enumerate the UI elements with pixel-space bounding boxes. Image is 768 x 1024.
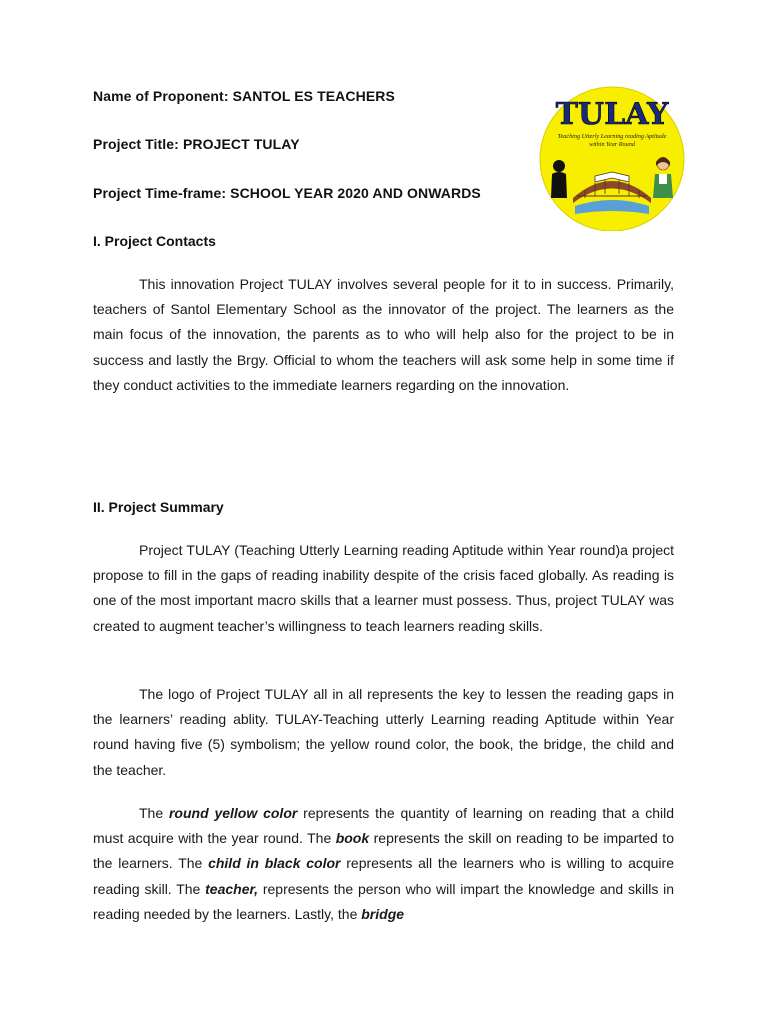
project-title-line [93, 136, 300, 152]
proponent-label: Name of Proponent: [93, 88, 229, 104]
symbolism-paragraph: The round yellow color represents the quantity of learning on reading that a child must acquire with the year round. The book represents the skill on reading to be imparted to the learners. The child in black color represents all the learners who is willing to acquire reading skill. The teacher, represents the person who will impart the knowledge and skills in reading needed by the learners. Lastly, the bridge [93, 805, 675, 922]
timeframe-label: Project Time-frame: [93, 185, 227, 201]
emphasis-teacher: teacher, [205, 880, 259, 897]
emphasis-book: book [335, 830, 370, 847]
logo-word: TULAY [555, 97, 669, 132]
proponent-line [93, 88, 395, 104]
summary-paragraph-1: Project TULAY (Teaching Utterly Learning reading Aptitude within Year round)a project propose to fill in the gaps of reading inability despite of the crisis faced globally. As reading is one of the most important macro skills that a learner must possess. Thus, project TULAY was created to augment teacher’s willingness to teach learners reading skills. [93, 542, 674, 634]
contacts-heading: I. Project Contacts [93, 233, 216, 249]
emphasis-bridge: bridge [361, 905, 405, 922]
emphasis-child: child in black color [208, 855, 341, 872]
logo-tagline-1: Teaching Utterly Learning reading Aptitude [557, 133, 667, 140]
child-silhouette-icon [551, 160, 567, 198]
timeframe-value: SCHOOL YEAR 2020 AND ONWARDS [230, 185, 481, 201]
summary-heading: II. Project Summary [93, 499, 224, 515]
project-title-label: Project Title: [93, 136, 179, 152]
teacher-icon [653, 157, 673, 198]
timeframe-line [93, 185, 481, 201]
emphasis-round-yellow-color: round yellow color [168, 805, 298, 821]
project-title-value: PROJECT TULAY [182, 136, 300, 152]
tulay-logo [537, 86, 687, 231]
proponent-value: SANTOL ES TEACHERS [232, 88, 395, 104]
logo-tagline-2: within Year Round [589, 141, 635, 148]
summary-paragraph-2: The logo of Project TULAY all in all represents the key to lessen the reading gaps in the learners’ reading ablity. TULAY-Teaching utterly Learning reading Aptitude within Year round having five (5) symbolism; the yellow round color, the book, the bridge, the child and the teacher. [93, 686, 674, 778]
contacts-paragraph: This innovation Project TULAY involves several people for it to in success. Primarily, teachers of Santol Elementary School as the innovator of the project. The learners as the main focus of the innovation, the parents as to who will help also for the project to be in success and lastly the Brgy. Official to whom the teachers will ask some help in some time if they conduct activities to the immediate learners regarding on the innovation. [93, 276, 674, 393]
